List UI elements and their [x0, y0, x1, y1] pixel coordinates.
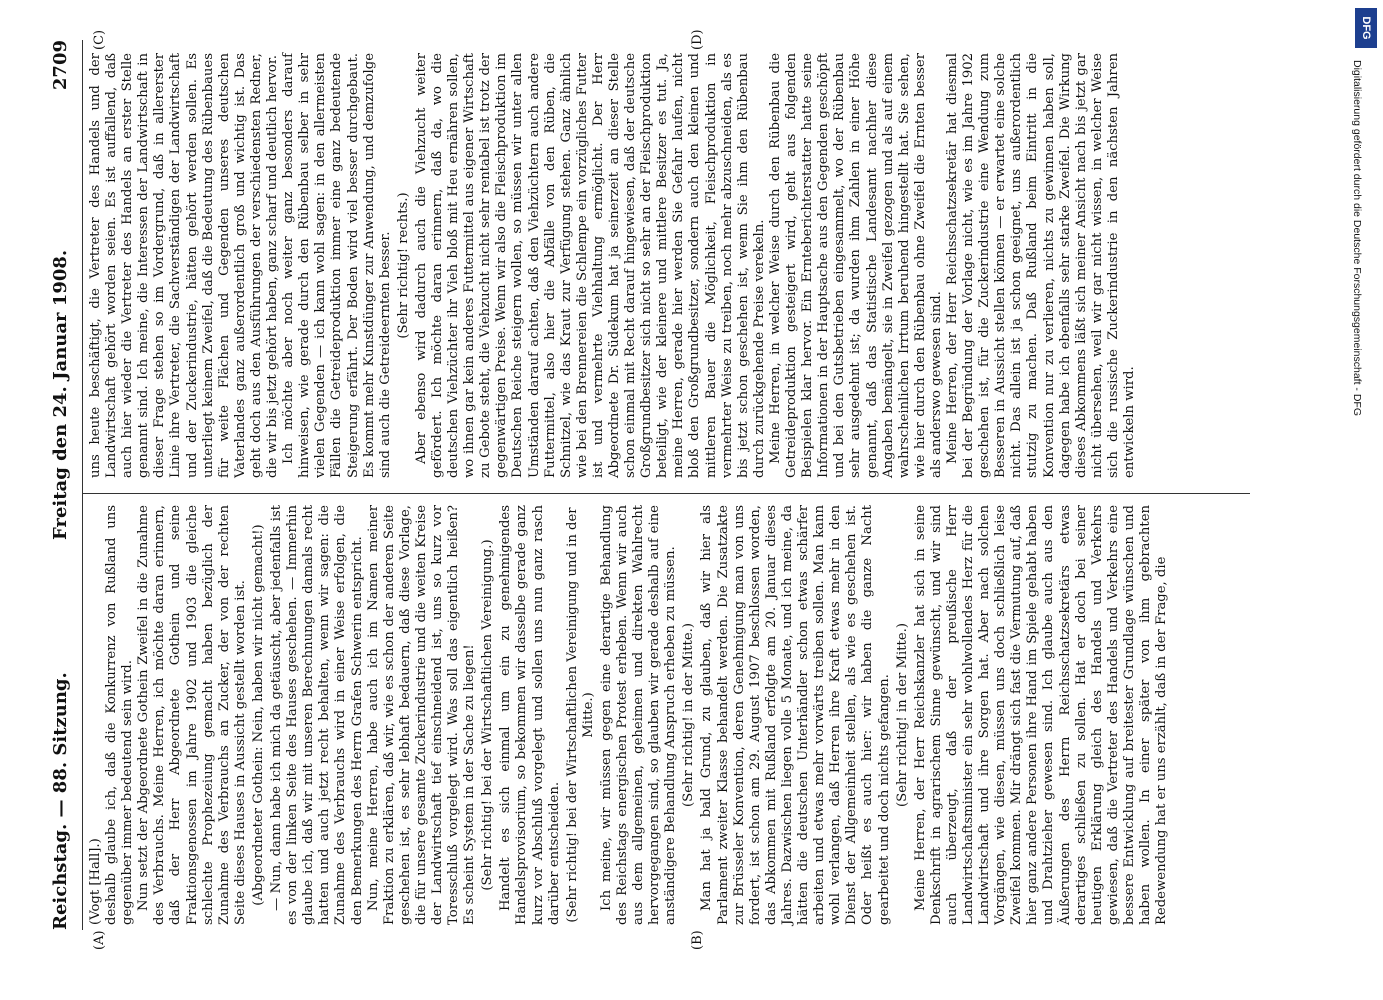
column-divider: [82, 493, 1250, 494]
paragraph: Meine Herren, der Herr Reichskanzler hat sich in seine Denkschrift in agrarischem Sinne gewünscht, und wir sind auch überzeugt, daß der preußische Herr Landwirtschaftsminister ein sehr wohlwollendes Herz für die Landwirtschaft und ihre Sorgen hat. Aber nach solchen Vorgängen, wie diesen, müssen uns doch schließlich leise Zweifel kommen. Mir drängt sich fast die Vermutung auf, daß hier ganz andere Personen ihre Hand im Spiele gehabt haben und Drahtzieher gewesen sind. Ich glaube auch aus den Äußerungen des Herrn Reichsschatzsekretärs etwas derartiges schließen zu sollen. Hat er doch bei seiner heutigen Erklärung gleich des Handels und Verkehrs gewiesen, daß die Vertreter des Handels und Verkehrs eine bessere Entwicklung auf breitester Grundlage wünschen und haben wollen. In einer später von ihm gebrachten Redewendung hat er uns erzählt, daß in der Frage, die: [912, 505, 1170, 925]
page-number: 2709: [50, 40, 71, 91]
dfg-logo: [1355, 8, 1377, 48]
dfg-logo-text: DFG: [1360, 16, 1372, 40]
paragraph: Handelt es sich einmal um ein zu genehmigendes Handelsprovisorium, so bekommen wir dasselbe gerade ganz kurz vor Abschluß vorgelegt und sollen uns nun ganz rasch darüber entscheiden.: [498, 505, 562, 925]
header-session: Reichstag. — 88. Sitzung.: [50, 672, 71, 930]
digitization-credit: [1346, 60, 1368, 940]
right-column: [88, 53, 1138, 478]
paragraph: — Nun, dann habe ich mich da getäuscht, aber jedenfalls ist es von der linken Seite des Hauses geschehen. — Immerhin glaube ich, daß wir mit unseren Berechnungen damals recht hatten und auch jetzt recht behalten, wenn wir sagen: die Zunahme des Verbrauchs wird in einer Weise erfolgen, die den Bemerkungen des Herrn Grafen Schwerin entspricht.: [269, 505, 365, 925]
interjection: (Sehr richtig! bei der Wirtschaftlichen Vereinigung.): [480, 539, 496, 891]
header-rule: [82, 40, 83, 930]
margin-mark-a: (A): [92, 930, 107, 950]
margin-mark-c: (C): [92, 29, 107, 50]
interjection: (Sehr richtig! rechts.): [395, 192, 411, 339]
header-date: Freitag den 24. Januar 1908.: [50, 249, 71, 540]
paragraph: Nun setzt der Abgeordnete Gothein Zweifel in die Zunahme des Verbrauchs. Meine Herren, ich möchte daran erinnern, daß der Herr Abgeordnete Gothein und seine Fraktionsgenossen im Jahre 1902 und 1903 die gleiche schlechte Prophezeiung gemacht haben bezüglich der Zunahme des Verbrauchs an Zucker, der von der rechten Seite dieses Hauses in Aussicht gestellt worden ist.: [136, 505, 248, 925]
paragraph: Meine Herren, der Herr Reichsschatzsekretär hat diesmal bei der Begründung der Vorlage nicht, wie es im Jahre 1902 geschehen ist, für die Zuckerindustrie eine Wendung zum Besseren in Aussicht stellen können — er erwartet eine solche nicht. Das allein ist ja schon geeignet, uns außerordentlich stutzig zu machen. Daß Rußland beim Eintritt in die Konvention nur zu verlieren, nichts zu gewinnen haben soll, dagegen habe ich ebenfalls sehr starke Zweifel. Die Wirkung dieses Abkommens läßt sich meiner Ansicht nach bis jetzt gar nicht übersehen, weil wir gar nicht wissen, in welcher Weise sich die russische Zuckerindustrie in den nächsten Jahren entwickeln wird.: [944, 53, 1137, 478]
paragraph: Man hat ja bald Grund, zu glauben, daß wir hier als Parlament zweiter Klasse behandelt werden. Die Zusatzakte zur Brüsseler Konvention, deren Genehmigung man von uns fordert, ist schon am 29. August 1907 beschlossen worden, das Abkommen mit Rußland erfolgte am 20. Januar dieses Jahres. Dazwischen liegen volle 5 Monate, und ich meine, da hätten die deutschen Unterhändler schon etwas schärfer arbeiten und etwas mehr vorwärts treiben sollen. Man kann wohl verlangen, daß Herren ihre Kraft etwas mehr in den Dienst der Allgemeinheit stellen, als wie es geschehen ist. Oder heißt es auch hier: wir haben die ganze Nacht gearbeitet und doch nichts gefangen.: [699, 505, 892, 925]
paragraph: uns heute beschäftigt, die Vertreter des Handels und der Landwirtschaft gehört worden seien. Es ist auffallend, daß auch hier wieder die Vertreter des Handels an erster Stelle genannt sind. Ich meine, die Interessen der Landwirtschaft in dieser Frage stehen so im Vordergrund, daß in allererster Linie ihre Vertreter, die Sachverständigen der Landwirtschaft und der Zuckerindustrie, hätten gehört werden sollen. Es unterliegt keinem Zweifel, daß die Bedeutung des Rübenbaues für weite Flächen und Gegenden unseres deutschen Vaterlandes ganz außerordentlich groß und wichtig ist. Das geht doch aus den Ausführungen der verschiedensten Redner, die wir bis jetzt gehört haben, ganz scharf und deutlich hervor.: [88, 53, 281, 478]
interjection: (Sehr richtig! bei der Wirtschaftlichen Vereinigung und in der Mitte.): [564, 507, 596, 923]
interjection: (Sehr richtig! in der Mitte.): [894, 623, 910, 807]
digitization-credit-text: Digitalisierung gefördert durch die Deutsche Forschungsgemeinschaft - DFG: [1351, 60, 1363, 417]
paragraph: Ich meine, wir müssen gegen eine derartige Behandlung des Reichstags energischen Protest erheben. Wenn wir auch aus dem allgemeinen, geheimen und direkten Wahlrecht hervorgegangen sind, so glauben wir gerade deshalb auf eine anständigere Behandlung Anspruch erheben zu müssen.: [598, 505, 679, 925]
paragraph: Aber ebenso wird dadurch auch die Viehzucht weiter gefördert. Ich möchte daran erinnern, daß da, wo die deutschen Viehzüchter ihr Vieh bloß mit Heu ernähren sollen, wo ihnen gar kein anderes Futtermittel aus eigener Wirtschaft zu Gebote steht, die Viehzucht nicht sehr rentabel ist trotz der gegenwärtigen Preise. Wenn wir also die Fleischproduktion im Deutschen Reiche steigern wollen, so müssen wir unter allen Umständen darauf achten, daß den Viehzüchtern auch andere Futtermittel, also hier die Abfälle von den Rüben, die Schnitzel, wie das Kraut zur Verfügung stehen. Ganz ähnlich wie bei den Brennereien die Schlempe ein vorzügliches Futter ist und vermehrte Viehhaltung ermöglicht. Der Herr Abgeordnete Dr. Südekum hat ja seinerzeit an dieser Stelle schon einmal mit Recht darauf hingewiesen, daß der deutsche Großgrundbesitzer sich nicht so sehr an der Fleischproduktion beteiligt, wie der kleinere und mittlere Besitzer es tut. Ja, meine Herren, gerade hier werden Sie Gefahr laufen, nicht bloß den Großgrundbesitzer, sondern auch den kleinen und mittleren Bauer die Möglichkeit, Fleischproduktion in vermehrter Weise zu treiben, noch mehr abzuschneiden, als es bis jetzt schon geschehen ist, wenn Sie ihm den Rübenbau durch zurückgehende Preise verekeln.: [413, 53, 767, 478]
paragraph: Nun, meine Herren, habe auch ich im Namen meiner Fraktion zu erklären, daß wir, wie es schon der anderen Seite geschehen ist, es sehr lebhaft bedauern, daß diese Vorlage, die für unsere gesamte Zuckerindustrie und die weiten Kreise der Landwirtschaft tief einschneidend ist, uns so kurz vor Toresschluß vorgelegt wird. Was soll das eigentlich heißen? Es scheint System in der Sache zu liegen!: [365, 505, 478, 925]
page-header: [50, 40, 80, 930]
margin-mark-b: (B): [690, 930, 705, 950]
interjection: (Abgeordneter Gothein: Nein, haben wir nicht gemacht!): [250, 524, 266, 906]
paragraph: Ich möchte aber noch weiter ganz besonders darauf hinweisen, wie gerade durch den Rübenbau selber in sehr vielen Gegenden — ich kann wohl sagen: in den allermeisten Fällen die Getreideproduktion immer eine ganz bedeutende Steigerung erfährt. Der Boden wird viel besser durchgebaut. Es kommt mehr Kunstdünger zur Anwendung, und demzufolge sind auch die Getreideernten besser.: [281, 53, 393, 478]
speaker-line: (Vogt [Hall].): [88, 838, 103, 925]
margin-mark-d: (D): [690, 29, 705, 50]
paragraph: deshalb glaube ich, daß die Konkurrenz von Rußland uns gegenüber immer bedeutend sein wird.: [104, 505, 136, 925]
left-column: [88, 505, 1170, 925]
paragraph: Meine Herren, in welcher Weise durch den Rübenbau die Getreideproduktion gesteigert wird, geht aus folgenden Beispielen klar hervor. Ein Ernteberichterstatter hatte seine Informationen in der Hauptsache aus den Gegenden geschöpft und bei den Gutsbetrieben eingesammelt, wo der Rübenbau sehr ausgedehnt ist; da wurden ihm Zahlen in einer Höhe genannt, daß das Statistische Landesamt nachher diese Angaben bemängelt, sie in Zweifel gezogen und als auf einem wahrscheinlichen Irrtum beruhend hingestellt hat. Sie sehen, wie hier durch den Rübenbau ohne Zweifel die Ernten besser als anderswo gewesen sind.: [767, 53, 944, 478]
interjection: (Sehr richtig! in der Mitte.): [681, 623, 697, 807]
